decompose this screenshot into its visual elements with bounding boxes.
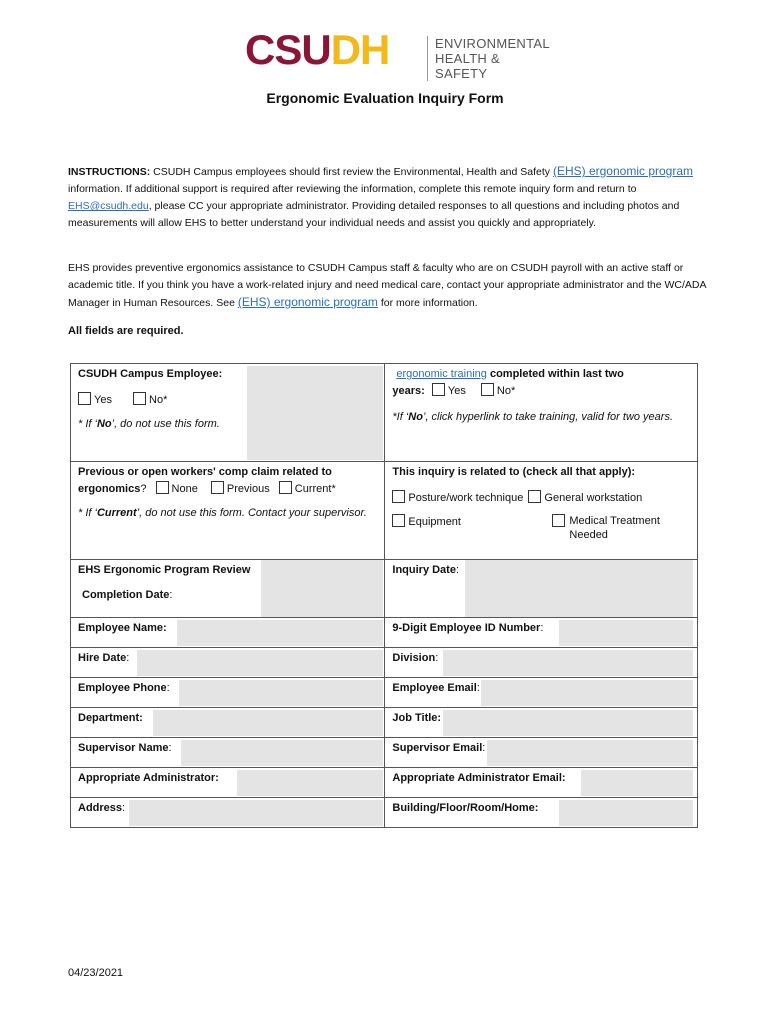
training-no-checkbox[interactable] <box>481 383 494 396</box>
claim-current-checkbox[interactable] <box>279 481 292 494</box>
employee-phone-field[interactable] <box>179 680 383 706</box>
claim-none-checkbox[interactable] <box>156 481 169 494</box>
job-title-field[interactable] <box>443 710 693 736</box>
campus-employee-field[interactable] <box>247 366 383 460</box>
supervisor-email-field[interactable] <box>487 740 693 766</box>
equipment-checkbox[interactable] <box>392 514 405 527</box>
inquiry-form-table <box>70 363 698 828</box>
general-workstation-checkbox[interactable] <box>528 490 541 503</box>
ehs-ergonomic-program-link[interactable]: (EHS) ergonomic program <box>552 164 693 178</box>
program-review-cell: EHS Ergonomic Program Review Completion Date: <box>71 560 385 618</box>
supervisor-name-field[interactable] <box>181 740 383 766</box>
claim-previous-checkbox[interactable] <box>211 481 224 494</box>
logo-department: ENVIRONMENTAL HEALTH & SAFETY <box>427 36 550 81</box>
eligibility-paragraph: EHS provides preventive ergonomics assistance to CSUDH Campus staff & faculty who are on CSUDH payroll with an active staff or academic title. If you think you have a work-related injury and need medical care, contact your appropriate administrator and the WC/ADA Manager in Human Resources. See (EHS) ergonomic program for more information. <box>68 262 706 309</box>
employee-yes-checkbox[interactable] <box>78 392 91 405</box>
campus-employee-cell: CSUDH Campus Employee: Yes No* * If ‘No’, do not use this form. <box>71 364 385 462</box>
training-yes-checkbox[interactable] <box>432 383 445 396</box>
division-cell: Division: <box>385 648 698 678</box>
supervisor-email-cell: Supervisor Email: <box>385 738 698 768</box>
inquiry-type-cell: This inquiry is related to (check all that apply): Posture/work technique General workstation Equipment Medical Treatment Needed <box>385 462 698 560</box>
instructions-paragraph: INSTRUCTIONS: CSUDH Campus employees should first review the Environmental, Health and Safety (EHS) ergonomic program information. If additional support is required after reviewing the information, complete this remote inquiry form and return to EHS@csudh.edu, please CC your appropriate administrator. Providing detailed responses to all questions and including photos and measurements will allow EHS to better understand your individual needs and assist you quickly and appropriately. <box>68 164 693 229</box>
medical-treatment-checkbox[interactable] <box>552 514 565 527</box>
ehs-program-link-2[interactable]: (EHS) ergonomic program <box>237 295 378 309</box>
revision-date: 04/23/2021 <box>68 967 124 979</box>
employee-email-cell: Employee Email: <box>385 678 698 708</box>
employee-no-note: * If ‘No’, do not use this form. <box>78 418 220 430</box>
administrator-email-cell: Appropriate Administrator Email: <box>385 768 698 798</box>
employee-id-field[interactable] <box>559 620 693 646</box>
supervisor-name-cell: Supervisor Name: <box>71 738 385 768</box>
ehs-email-link[interactable]: EHS@csudh.edu <box>68 200 149 212</box>
posture-checkbox[interactable] <box>392 490 405 503</box>
csudh-logo <box>245 26 550 81</box>
current-claim-note: * If ‘Current’, do not use this form. Contact your supervisor. <box>78 507 367 519</box>
address-cell: Address: <box>71 798 385 828</box>
employee-no-checkbox[interactable] <box>133 392 146 405</box>
page-title: Ergonomic Evaluation Inquiry Form <box>266 90 504 106</box>
ergonomic-training-link[interactable]: ergonomic training <box>396 368 487 380</box>
administrator-field[interactable] <box>237 770 383 796</box>
job-title-cell: Job Title: <box>385 708 698 738</box>
training-no-note: *If ‘No’, click hyperlink to take training, valid for two years. <box>392 411 674 423</box>
division-field[interactable] <box>443 650 693 676</box>
employee-name-cell: Employee Name: <box>71 618 385 648</box>
administrator-cell: Appropriate Administrator: <box>71 768 385 798</box>
logo-wordmark: CSUDH <box>245 26 390 73</box>
employee-email-field[interactable] <box>481 680 693 706</box>
department-field[interactable] <box>153 710 383 736</box>
hire-date-field[interactable] <box>137 650 383 676</box>
prior-claim-cell: Previous or open workers' comp claim related to ergonomics? None Previous Current* * If ‘Current’, do not use this form. Contact your supervisor. <box>71 462 385 560</box>
address-field[interactable] <box>129 800 383 826</box>
department-cell: Department: <box>71 708 385 738</box>
required-note: All fields are required. <box>68 325 184 337</box>
training-cell: ergonomic training completed within last two years: Yes No* *If ‘No’, click hyperlink to take training, valid for two years. <box>385 364 698 462</box>
administrator-email-field[interactable] <box>581 770 693 796</box>
employee-id-cell: 9-Digit Employee ID Number: <box>385 618 698 648</box>
inquiry-date-cell: Inquiry Date: <box>385 560 698 618</box>
building-cell: Building/Floor/Room/Home: <box>385 798 698 828</box>
employee-name-field[interactable] <box>177 620 383 646</box>
hire-date-cell: Hire Date: <box>71 648 385 678</box>
building-field[interactable] <box>559 800 693 826</box>
employee-phone-cell: Employee Phone: <box>71 678 385 708</box>
